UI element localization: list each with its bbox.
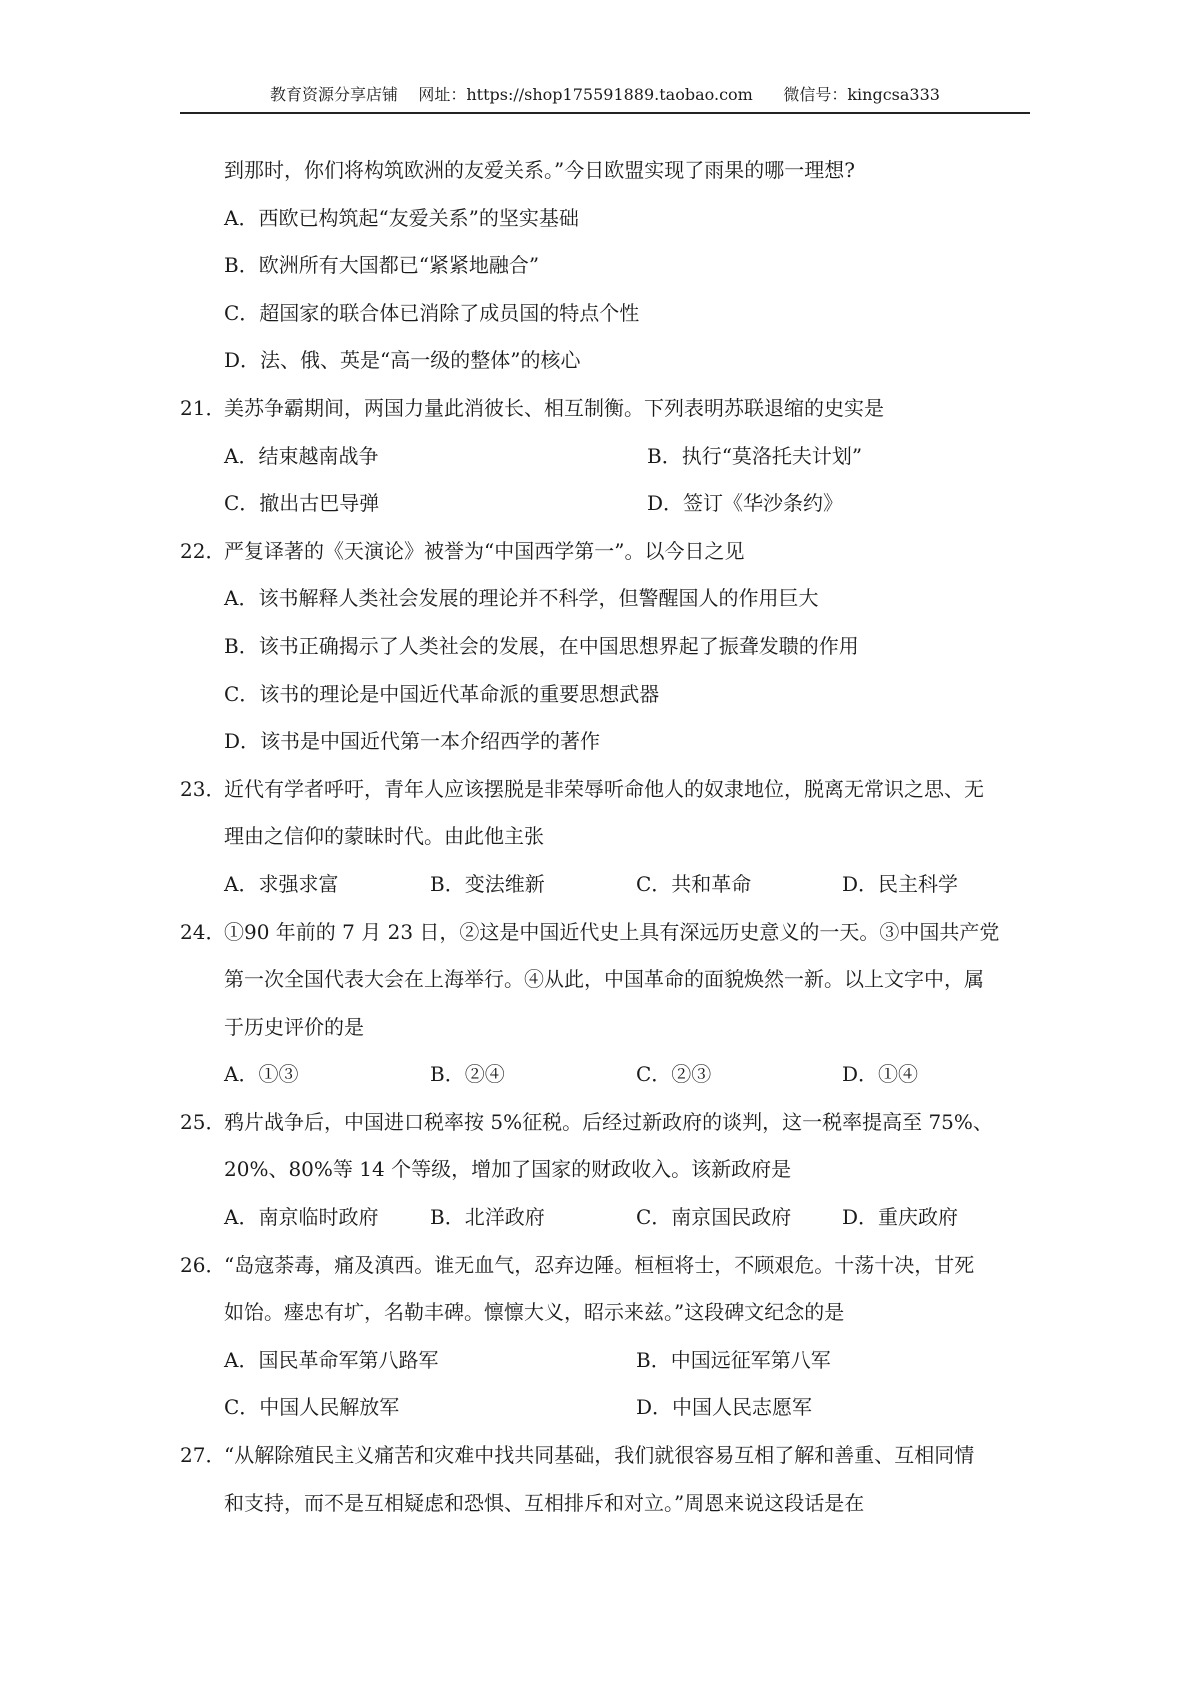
question-text: “岛寇荼毒，痛及滇西。谁无血气，忍弃边陲。桓桓将士，不顾艰危。十荡十决，甘死 [224, 1252, 975, 1277]
question-23 [180, 769, 1030, 817]
question-text: ①90 年前的 7 月 23 日，②这是中国近代史上具有深远历史意义的一天。③中国共产党 [224, 919, 1000, 944]
q25-option-a: A．南京临时政府 [224, 1205, 379, 1230]
page-header [180, 84, 1030, 114]
question-27 [180, 1435, 1030, 1483]
q21-options-row-2 [180, 483, 1030, 531]
q22-option-b: B．该书正确揭示了人类社会的发展，在中国思想界起了振聋发聩的作用 [224, 633, 859, 658]
question-number: 25． [180, 1109, 226, 1134]
question-text-cont: 和支持，而不是互相疑虑和恐惧、互相排斥和对立。”周恩来说这段话是在 [224, 1490, 865, 1515]
q25-option-c: C．南京国民政府 [636, 1205, 792, 1230]
q21-option-b: B．执行“莫洛托夫计划” [647, 443, 863, 468]
q22-option-c: C．该书的理论是中国近代革命派的重要思想武器 [224, 681, 660, 706]
q21-option-a: A．结束越南战争 [224, 443, 379, 468]
question-text-cont: 理由之信仰的蒙昧时代。由此他主张 [224, 824, 544, 849]
q24-option-b: B．②④ [430, 1062, 505, 1087]
question-22 [180, 531, 1030, 579]
question-number: 24． [180, 919, 226, 944]
question-number: 26． [180, 1252, 226, 1277]
q22-option-d: D．该书是中国近代第一本介绍西学的著作 [224, 729, 601, 754]
q23-option-b: B．变法维新 [430, 871, 545, 896]
question-number: 27． [180, 1443, 226, 1468]
q25-option-b: B．北洋政府 [430, 1205, 545, 1230]
q23-option-c: C．共和革命 [636, 871, 752, 896]
question-25 [180, 1102, 1030, 1150]
q23-options [180, 864, 1030, 912]
question-number: 23． [180, 776, 226, 801]
question-number: 21． [180, 395, 226, 420]
q21-options-row-1 [180, 436, 1030, 484]
question-text: 鸦片战争后，中国进口税率按 5%征税。后经过新政府的谈判，这一税率提高至 75%、 [224, 1109, 993, 1134]
q23-option-a: A．求强求富 [224, 871, 339, 896]
q24-option-c: C．②③ [636, 1062, 712, 1087]
question-text-cont: 20%、80%等 14 个等级，增加了国家的财政收入。该新政府是 [224, 1157, 792, 1182]
header-shop: 教育资源分享店铺 [270, 85, 399, 104]
q26-options-row-1 [180, 1340, 1030, 1388]
question-text: 严复译著的《天演论》被誉为“中国西学第一”。以今日之见 [224, 538, 745, 563]
q22-option-a: A．该书解释人类社会发展的理论并不科学，但警醒国人的作用巨大 [224, 586, 819, 611]
question-text: “从解除殖民主义痛苦和灾难中找共同基础，我们就很容易互相了解和善重、互相同情 [224, 1443, 975, 1468]
intro-option-d: D．法、俄、英是“高一级的整体”的核心 [224, 348, 581, 373]
q21-option-c: C．撤出古巴导弹 [224, 491, 380, 516]
q26-option-a: A．国民革命军第八路军 [224, 1347, 439, 1372]
intro-option-a: A．西欧已构筑起“友爱关系”的坚实基础 [224, 205, 579, 230]
q24-option-a: A．①③ [224, 1062, 299, 1087]
q26-option-c: C．中国人民解放军 [224, 1395, 400, 1420]
question-26 [180, 1245, 1030, 1293]
q26-option-b: B．中国远征军第八军 [636, 1347, 831, 1372]
question-text-cont: 如饴。瘗忠有圹，名勒丰碑。懔懔大义，昭示来兹。”这段碑文纪念的是 [224, 1300, 845, 1325]
q21-option-d: D．签订《华沙条约》 [647, 491, 844, 516]
header-wechat: 微信号：kingcsa333 [783, 85, 940, 104]
intro-text: 到那时，你们将构筑欧洲的友爱关系。”今日欧盟实现了雨果的哪一理想? [224, 158, 855, 182]
exam-content [180, 150, 1030, 1530]
question-number: 22． [180, 538, 226, 563]
question-21 [180, 388, 1030, 436]
q23-option-d: D．民主科学 [842, 871, 959, 896]
header-site: 网址：https://shop175591889.taobao.com [418, 85, 753, 104]
question-24 [180, 912, 1030, 960]
question-text: 近代有学者呼吁，青年人应该摆脱是非荣辱听命他人的奴隶地位，脱离无常识之思、无 [224, 776, 984, 801]
question-text: 美苏争霸期间，两国力量此消彼长、相互制衡。下列表明苏联退缩的史实是 [224, 395, 884, 420]
intro-option-b: B．欧洲所有大国都已“紧紧地融合” [224, 253, 540, 278]
q26-option-d: D．中国人民志愿军 [636, 1395, 813, 1420]
q24-options [180, 1054, 1030, 1102]
q26-options-row-2 [180, 1387, 1030, 1435]
q25-options [180, 1197, 1030, 1245]
question-text-cont: 于历史评价的是 [224, 1014, 364, 1039]
q25-option-d: D．重庆政府 [842, 1205, 959, 1230]
q24-option-d: D．①④ [842, 1062, 919, 1087]
question-text-cont: 第一次全国代表大会在上海举行。④从此，中国革命的面貌焕然一新。以上文字中，属 [224, 967, 984, 992]
intro-option-c: C．超国家的联合体已消除了成员国的特点个性 [224, 300, 640, 325]
